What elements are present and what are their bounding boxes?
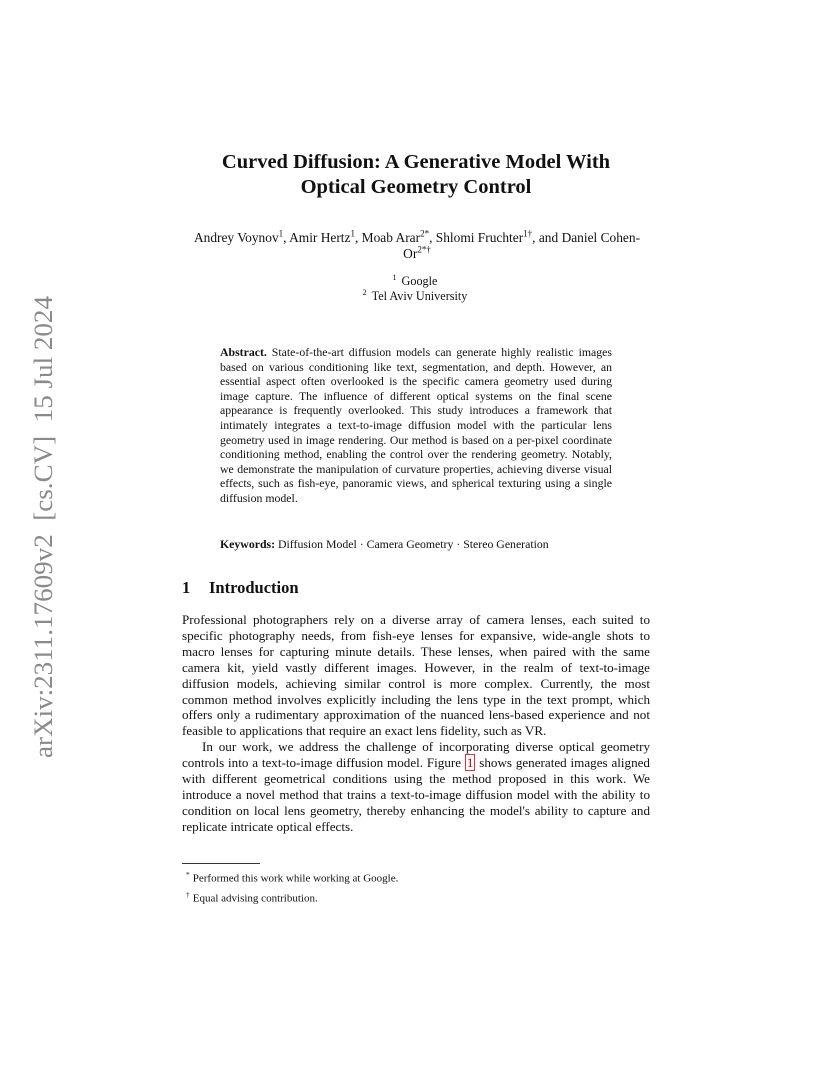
paragraph-2-text-a: In our work, we address the challenge of incorporating diverse optical geometry controls into a text-to-image diffusion model. Figure: [182, 739, 650, 771]
keywords-label: Keywords:: [220, 537, 276, 551]
abstract-label: Abstract.: [220, 345, 267, 359]
paragraph-2: [182, 739, 650, 834]
author-name: Andrey Voynov: [193, 230, 279, 245]
paragraph-2-text-b: shows generated images aligned with different geometrical conditions using the method proposed in this work. We introduce a novel method that trains a text-to-image diffusion model with the ability to condition on local lens geometry, thereby enhancing the model's ability to capture and replicate intricate optical effects.: [182, 755, 650, 834]
abstract-text: State-of-the-art diffusion models can generate highly realistic images based on various conditioning like text, segmentation, and depth. However, an essential aspect often overlooked is the specific camera geometry used during image capture. The influence of different optical systems on the final scene appearance is frequently overlooked. This study introduces a framework that intimately integrates a text-to-image diffusion model with the particular lens geometry used in image rendering. Our method is based on a per-pixel coordinate conditioning method, enabling the control over the rendering geometry. Notably, we demonstrate the manipulation of curvature properties, achieving diverse visual effects, such as fish-eye, panoramic views, and spherical texturing using a single diffusion model.: [220, 345, 612, 505]
title-line-2: Optical Geometry Control: [300, 176, 532, 198]
author-name: Moab Arar: [361, 230, 421, 245]
footnote-rule: [182, 863, 260, 864]
keywords: [220, 537, 620, 552]
author-mark: 1: [278, 228, 284, 239]
author-name: Amir Hertz: [289, 230, 351, 245]
affiliation-tau: [300, 289, 530, 304]
author-mark: 1†: [523, 228, 533, 239]
footnote: [182, 887, 642, 907]
affiliation-google: [300, 274, 530, 289]
affiliation-name: Google: [401, 274, 438, 288]
author-list: [182, 230, 652, 262]
author-mark: 2*†: [417, 244, 431, 255]
section-body: [182, 612, 650, 835]
title-line-1: Curved Diffusion: A Generative Model With: [221, 151, 611, 173]
paragraph-1: Professional photographers rely on a diverse array of camera lenses, each suited to specific photography needs, from fish-eye lenses for expansive, wide-angle shots to macro lenses for capturing minute details. These lenses, when paired with the same camera kit, yield vastly different images. However, in the realm of text-to-image diffusion models, achieving similar control is more complex. Currently, the most common method involves explicitly including the lens type in the text prompt, which offers only a rudimentary approximation of the nuanced lens-based experience and not feasible to applications that require an exact lens fidelity, such as VR.: [182, 612, 650, 739]
author-mark: 2*: [420, 228, 430, 239]
figure-reference-link[interactable]: 1: [466, 755, 474, 771]
affiliation-mark: 2: [362, 287, 367, 297]
arxiv-identifier: [22, 296, 62, 758]
author-separator: , and: [532, 230, 562, 245]
section-title: Introduction: [209, 578, 299, 597]
keywords-text: Diffusion Model · Camera Geometry · Stereo Generation: [278, 537, 549, 551]
footnote-mark: †: [186, 889, 190, 899]
footnote-text: Performed this work while working at Google.: [192, 872, 399, 885]
section-number: 1: [182, 578, 191, 597]
affiliation-name: Tel Aviv University: [371, 289, 468, 303]
author-mark: 1: [350, 228, 355, 239]
abstract: [220, 345, 612, 506]
author-separator: ,: [283, 230, 290, 245]
paper-title: [150, 150, 682, 200]
author-name: Daniel Cohen-Or: [403, 230, 641, 261]
author-name: Shlomi Fruchter: [435, 230, 524, 245]
footnote-text: Equal advising contribution.: [192, 892, 318, 905]
footnotes: [182, 867, 642, 906]
author-separator: ,: [429, 230, 436, 245]
footnote: [182, 867, 642, 887]
affiliation-mark: 1: [392, 272, 397, 282]
author-separator: ,: [354, 230, 362, 245]
arxiv-identifier-text: arXiv:2311.17609v2 [cs.CV] 15 Jul 2024: [29, 314, 58, 758]
section-heading: [182, 578, 299, 598]
footnote-mark: *: [186, 870, 190, 879]
